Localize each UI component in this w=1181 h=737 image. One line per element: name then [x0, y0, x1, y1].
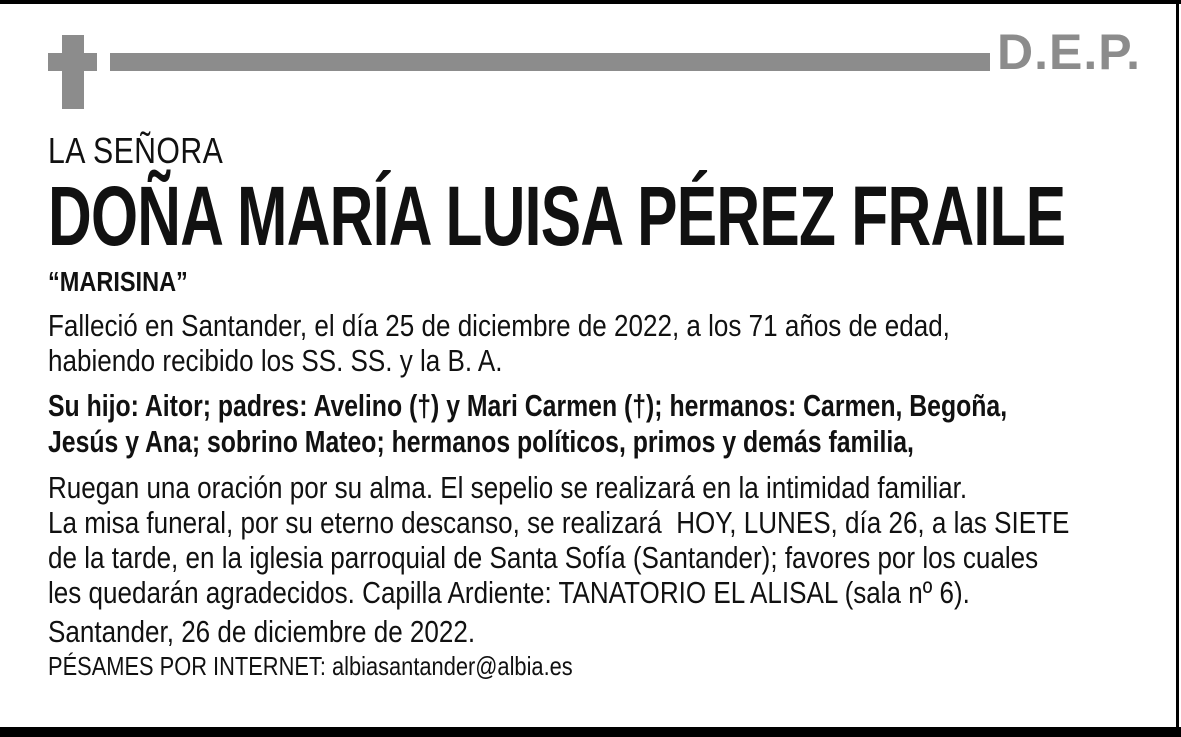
death-info-line: habiendo recibido los SS. SS. y la B. A.	[48, 343, 503, 378]
frame-top-border	[0, 0, 1181, 4]
nickname: “MARISINA”	[48, 266, 188, 297]
frame-right-border	[1176, 0, 1179, 737]
condolences-line: PÉSAMES POR INTERNET: albiasantander@albia.es	[48, 651, 573, 681]
death-info-line: Falleció en Santander, el día 25 de diciembre de 2022, a los 71 años de edad,	[48, 308, 950, 343]
notice-line: les quedarán agradecidos. Capilla Ardiente: TANATORIO EL ALISAL (sala nº 6).	[48, 575, 970, 610]
dateline: Santander, 26 de diciembre de 2022.	[48, 614, 476, 649]
notice-line: de la tarde, en la iglesia parroquial de Santa Sofía (Santander); favores por los cuales	[48, 540, 1039, 575]
family-line: Jesús y Ana; sobrino Mateo; hermanos políticos, primos y demás familia,	[48, 424, 914, 459]
notice-line: La misa funeral, por su eterno descanso, se realizará HOY, LUNES, día 26, a las SIETE	[48, 505, 1070, 540]
deceased-name: DOÑA MARÍA LUISA PÉREZ FRAILE	[48, 169, 1066, 263]
family-line: Su hijo: Aitor; padres: Avelino (†) y Mari Carmen (†); hermanos: Carmen, Begoña,	[48, 388, 1008, 423]
frame-bottom-border	[0, 727, 1181, 737]
notice-line: Ruegan una oración por su alma. El sepelio se realizará en la intimidad familiar.	[48, 470, 968, 505]
honorific: LA SEÑORA	[48, 130, 224, 171]
dep-label: D.E.P.	[997, 24, 1142, 80]
separator-bar	[110, 53, 990, 71]
